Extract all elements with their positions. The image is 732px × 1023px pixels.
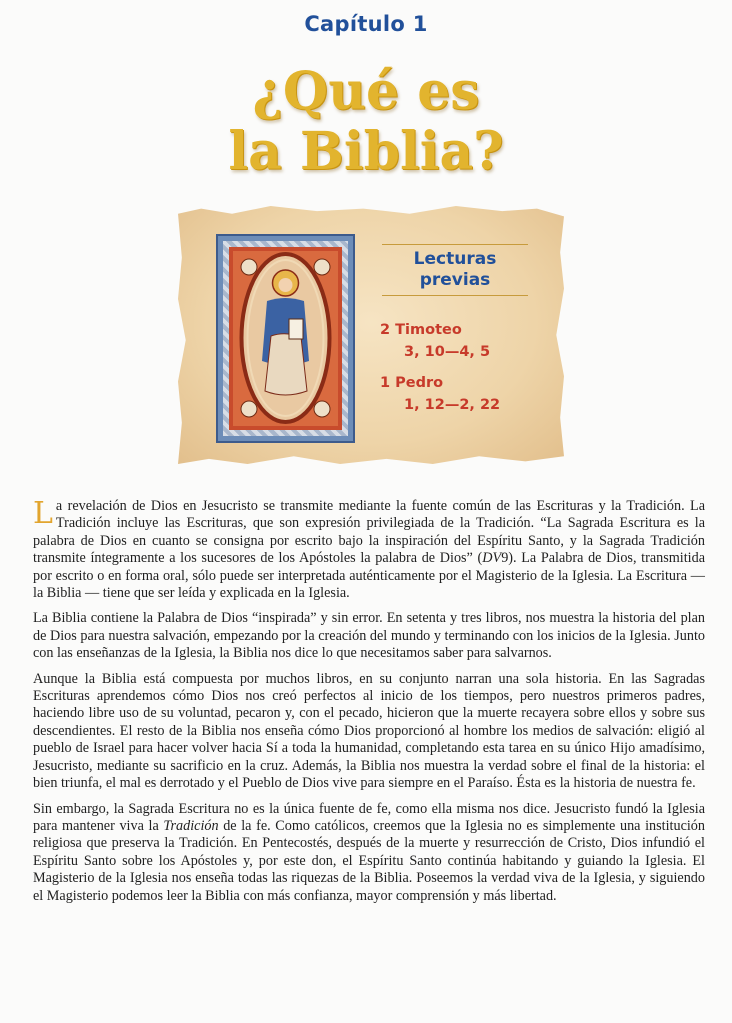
paragraph-2: La Biblia contiene la Palabra de Dios “inspirada” y sin error. En setenta y tres libros, nos muestra la historia del plan de Dios para nuestra salvación, empezando por la creación del mundo y terminando con los inicios de la Iglesia. Junto con las enseñanzas de la Iglesia, la Biblia nos dice lo que necesitamos saber para salvarnos. [33, 610, 705, 662]
paragraph-4-text-a: Sin embargo, la Sagrada Escritura no es la única fuente de fe, como ella misma nos dice. Jesucristo fundó la Iglesia para mantener viva la [33, 800, 705, 834]
paragraph-3: Aunque la Biblia está compuesta por muchos libros, en su conjunto narran una sola historia. En las Sagradas Escrituras aprendemos cómo Dios nos creó perfectos al inicio de los tiempos, pero nuestros primeros padres, haciendo libre uso de su voluntad, pecaron y, con el pecado, hicieron que la muerte recayera sobre ellos y sobre sus descendientes. El resto de la Biblia nos enseña cómo Dios proporcionó al hombre los medios de salvación: eligió al pueblo de Israel para hacer volver hacia Sí a toda la humanidad, completando esta tarea en su único Hijo amadísimo, Jesucristo, mediante su sacrificio en la cruz. Además, la Biblia nos muestra la verdad sobre el final de la historia: el bien triunfa, el mal es derrotado y el Pueblo de Dios vive para siempre en el Paraíso. Ésta es la historia de nuestra fe. [33, 670, 705, 792]
christ-pantocrator-illumination-icon [218, 236, 353, 441]
readings-heading-line2: previas [419, 270, 491, 290]
reading-ref-book: 1 Pedro [380, 375, 444, 391]
reading-ref-2 [380, 372, 500, 416]
reading-ref-1 [380, 319, 490, 363]
reading-ref-verses: 3, 10—4, 5 [404, 344, 491, 360]
reading-ref-verses: 1, 12—2, 22 [404, 397, 501, 413]
paragraph-1 [33, 498, 705, 602]
readings-heading [382, 244, 528, 296]
paragraph-4 [33, 801, 705, 905]
drop-cap: L [33, 496, 53, 531]
page-title-line2: la Biblia? [228, 121, 504, 182]
body-text [33, 498, 705, 913]
page-title [0, 62, 732, 182]
page-title-line1: ¿Qué es [252, 61, 480, 122]
readings-heading-line1: Lecturas [413, 249, 497, 269]
chapter-label: Capítulo 1 [304, 12, 428, 36]
emphasis: Tradición [163, 817, 219, 834]
paragraph-4-text-b: de la fe. Como católicos, creemos que la Iglesia no es simplemente una institución religiosa que preserva la Tradición. En Pentecostés, después de la muerte y resurrección de Cristo, Dios infundió el Espíritu Santo sobre los Apóstoles y, por este don, el Espíritu Santo continúa habitando y guiando la Iglesia. El Magisterio de la Iglesia nos enseña todas las riquezas de la Biblia. Poseemos la verdad viva de la Iglesia, y siguiendo el Magisterio podemos leer la Biblia con más confianza, mayor comprensión y más libertad. [33, 817, 705, 904]
citation: DV [482, 550, 502, 567]
paragraph-1-text-a: a revelación de Dios en Jesucristo se transmite mediante la fuente común de las Escrituras y la Tradición. La Tradición incluye las Escrituras, que son expresión privilegiada de la Tradición. “La Sagrada Escritura es la palabra de Dios en cuanto se consigna por escrito bajo la inspiración del Espíritu Santo, y la Sagrada Tradición transmite íntegramente a los sucesores de los Apóstoles la palabra de Dios” ( [33, 498, 705, 567]
paragraph-1-text-b: 9). La Palabra de Dios, transmitida por escrito o en forma oral, sólo puede ser interpretada auténticamente por el Magisterio de la Iglesia. La Escritura — la Biblia — tiene que ser leída y explicada en la Iglesia. [33, 550, 705, 602]
reading-ref-book: 2 Timoteo [380, 322, 462, 338]
